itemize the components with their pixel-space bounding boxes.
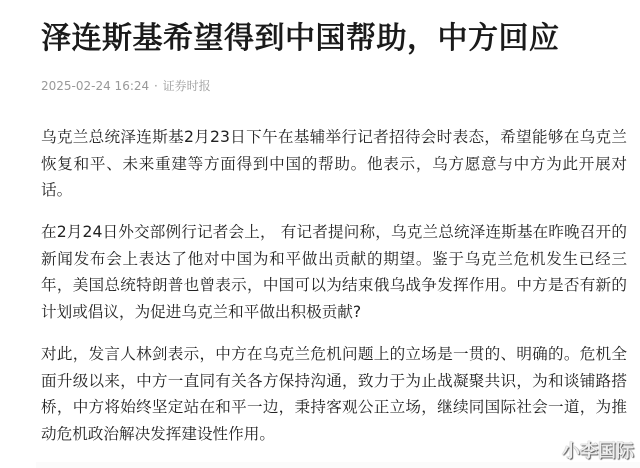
publish-date: 2025-02-24 16:24: [41, 79, 150, 93]
article-meta: [41, 77, 211, 95]
content-bottom-divider: [36, 462, 640, 468]
meta-separator: ·: [153, 79, 158, 93]
article-paragraph-2: 在2月24日外交部例行记者会上， 有记者提问称，乌克兰总统泽连斯基在昨晚召开的新闻发布会上表达了他对中国为和平做出贡献的期望。鉴于乌克兰危机发生已经三年，美国总统特朗普也曾表示，中国可以为结束俄乌战争发挥作用。中方是否有新的计划或倡议，为促进乌克兰和平做出积极贡献?: [41, 223, 627, 321]
article-paragraph-3: 对此，发言人林剑表示，中方在乌克兰危机问题上的立场是一贯的、明确的。危机全面升级以来，中方一直同有关各方保持沟通，致力于为止战凝聚共识，为和谈铺路搭桥，中方将始终坚定站在和平一边，秉持客观公正立场，继续同国际社会一道，为推动危机政治解决发挥建设性作用。: [41, 345, 627, 443]
watermark-text: 小李国际: [562, 441, 634, 462]
article-title: 泽连斯基希望得到中国帮助，中方回应: [41, 21, 560, 56]
source-name: 证券时报: [162, 79, 211, 93]
article-paragraph-1: 乌克兰总统泽连斯基2月23日下午在基辅举行记者招待会时表态，希望能够在乌克兰恢复和平、未来重建等方面得到中国的帮助。他表示，乌方愿意与中方为此开展对话。: [41, 128, 627, 200]
